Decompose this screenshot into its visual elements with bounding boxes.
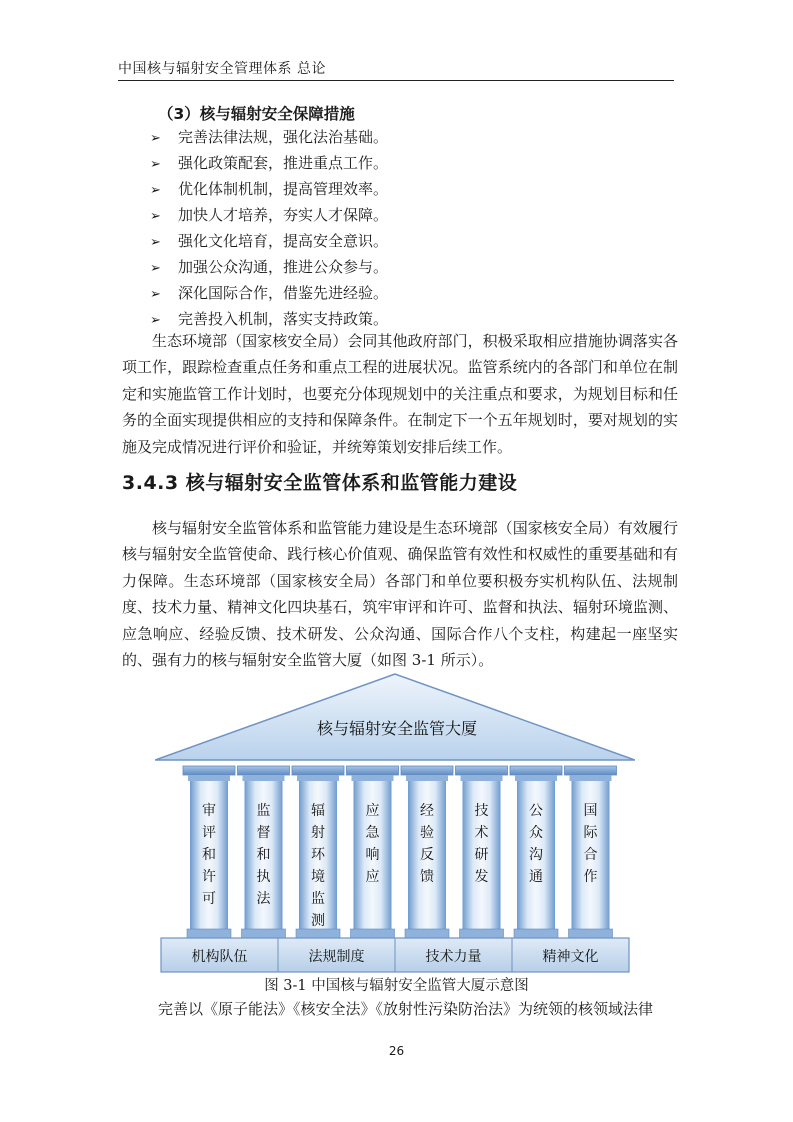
- list-item: ➢ 完善投入机制，落实支持政策。: [150, 306, 388, 332]
- pillar-neck: [461, 775, 503, 781]
- arrow-bullet-icon: ➢: [150, 183, 161, 198]
- arrow-bullet-icon: ➢: [150, 157, 161, 172]
- pillar-capital: [510, 766, 562, 775]
- pillar-label: 公众沟通: [529, 803, 543, 885]
- foundation-label: 技术力量: [425, 949, 482, 965]
- running-header: 中国核与辐射安全管理体系 总论: [118, 61, 326, 77]
- pillar-foot: [187, 929, 231, 938]
- list-item: ➢ 强化政策配套，推进重点工作。: [150, 150, 388, 176]
- pillar-capital: [183, 766, 235, 775]
- pillar-capital: [347, 766, 399, 775]
- body-paragraph: 生态环境部（国家核安全局）会同其他政府部门，积极采取相应措施协调落实各项工作，跟踪检查重点任务和重点工程的进展状况。监管系统内的各部门和单位在制定和实施监管工作计划时，也要充分体现规划中的关注重点和要求，为规划目标和任务的全面实现提供相应的支持和保障条件。在制定下一个五年规划时，要对规划的实施及完成情况进行评价和验证，并统筹策划安排后续工作。: [122, 332, 678, 456]
- subsection-heading: （3）核与辐射安全保障措施: [158, 105, 355, 123]
- pillar: [347, 766, 399, 938]
- pillar-foot: [514, 929, 558, 938]
- list-item: ➢ 完善法律法规，强化法治基础。: [150, 124, 388, 150]
- list-item: ➢ 加快人才培养，夯实人才保障。: [150, 202, 388, 228]
- measures-list: [150, 124, 388, 332]
- regulatory-building-diagram: [155, 670, 635, 980]
- pillar-label: 经验反馈: [420, 803, 434, 885]
- arrow-bullet-icon: ➢: [150, 313, 161, 328]
- pillar-foot: [296, 929, 340, 938]
- header-rule: [118, 80, 674, 81]
- pillar-label: 技术研发: [474, 803, 489, 885]
- arrow-bullet-icon: ➢: [150, 261, 161, 276]
- arrow-bullet-icon: ➢: [150, 131, 161, 146]
- body-paragraph: 完善以《原子能法》《核安全法》《放射性污染防治法》为统领的核领域法律: [158, 1000, 654, 1018]
- arrow-bullet-icon: ➢: [150, 287, 161, 302]
- pillar: [401, 766, 453, 938]
- pillar: [238, 766, 290, 938]
- pillar-label: 辐射环境监测: [311, 803, 325, 929]
- pillar-label: 国际合作: [583, 803, 598, 885]
- foundation-label: 机构队伍: [191, 949, 248, 965]
- pillar: [510, 766, 562, 938]
- pillar-capital: [401, 766, 453, 775]
- list-item: ➢ 加强公众沟通，推进公众参与。: [150, 254, 388, 280]
- pillar-capital: [456, 766, 508, 775]
- section-heading: 3.4.3 核与辐射安全监管体系和监管能力建设: [122, 472, 518, 494]
- pillar-foot: [405, 929, 449, 938]
- list-item: ➢ 强化文化培育，提高安全意识。: [150, 228, 388, 254]
- foundation-label: 精神文化: [542, 949, 599, 965]
- pillar-foot: [242, 929, 286, 938]
- pillar: [292, 766, 344, 938]
- foundation-label: 法规制度: [308, 949, 365, 965]
- pillar-neck: [352, 775, 394, 781]
- pillar: [183, 766, 235, 938]
- pillar-neck: [570, 775, 612, 781]
- pillar-foot: [569, 929, 613, 938]
- arrow-bullet-icon: ➢: [150, 235, 161, 250]
- page-number: 26: [388, 1044, 405, 1058]
- roof-title: 核与辐射安全监管大厦: [316, 719, 478, 738]
- pillar-capital: [238, 766, 290, 775]
- pillar-capital: [292, 766, 344, 775]
- pillar-label: 监督和执法: [256, 803, 271, 907]
- roof: [155, 674, 635, 760]
- figure-caption: 图 3-1 中国核与辐射安全监管大厦示意图: [264, 978, 529, 994]
- pillar: [456, 766, 508, 938]
- pillar-neck: [243, 775, 285, 781]
- arrow-bullet-icon: ➢: [150, 209, 161, 224]
- pillar-foot: [351, 929, 395, 938]
- pillar-capital: [565, 766, 617, 775]
- pillar-neck: [297, 775, 339, 781]
- pillar: [565, 766, 617, 938]
- pillar-neck: [406, 775, 448, 781]
- pillar-neck: [188, 775, 230, 781]
- pillars-group: [183, 766, 617, 938]
- pillar-foot: [460, 929, 504, 938]
- body-paragraph: 核与辐射安全监管体系和监管能力建设是生态环境部（国家核安全局）有效履行核与辐射安全监管使命、践行核心价值观、确保监管有效性和权威性的重要基础和有力保障。生态环境部（国家核安全局）各部门和单位要积极夯实机构队伍、法规制度、技术力量、精神文化四块基石，筑牢审评和许可、监督和执法、辐射环境监测、应急响应、经验反馈、技术研发、公众沟通、国际合作八个支柱，构建起一座坚实的、强有力的核与辐射安全监管大厦（如图 3-1 所示）。: [122, 519, 678, 670]
- list-item: ➢ 深化国际合作，借鉴先进经验。: [150, 280, 388, 306]
- list-item: ➢ 优化体制机制，提高管理效率。: [150, 176, 388, 202]
- pillar-label: 应急响应: [365, 803, 380, 885]
- pillar-neck: [515, 775, 557, 781]
- pillar-label: 审评和许可: [202, 803, 216, 907]
